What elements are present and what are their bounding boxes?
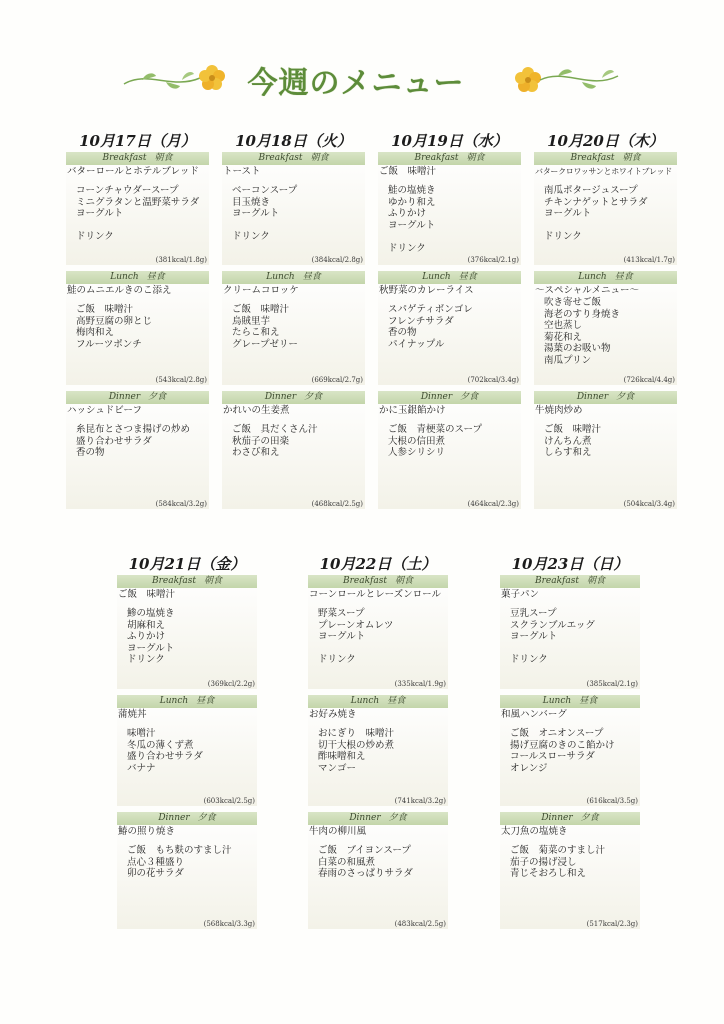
side-dish: ふりかけ [127,631,166,642]
side-dish [232,220,365,232]
side-dish: 香の物 [76,447,105,458]
side-dish: 青じそおろし和え [510,868,587,879]
dinner-block [66,391,209,509]
breakfast-block [378,152,521,265]
nutrition-info: (741kcal/3.2g) [394,797,446,805]
main-dish: 牛肉の柳川風 [309,826,367,837]
side-dishes [308,845,448,880]
nutrition-info: (483kcal/2.5g) [394,920,446,928]
side-dish: ゆかり和え [388,196,436,208]
side-dishes [500,728,640,774]
side-dishes [66,185,209,243]
side-dish: おにぎり 味噌汁 [318,728,395,739]
side-dish: ご飯 ブイヨンスープ [318,845,411,856]
side-dish [318,643,448,655]
side-dish: コーンチャウダースープ [76,185,179,196]
nutrition-info: (413kcal/1.7g) [623,256,675,264]
main-dish: かに玉銀餡かけ [379,405,446,416]
nutrition-info: (376kcal/2.1g) [467,256,519,264]
meal-band: Dinner 夕食 [222,391,365,404]
side-dish: たらこ和え [232,327,280,338]
side-dish: 海老のすり身焼き [544,308,621,320]
meal-band: Lunch 昼食 [117,695,257,708]
side-dish: 冬瓜の薄くず煮 [127,739,194,751]
meal-band: Breakfast 朝食 [117,575,257,588]
breakfast-block [308,575,448,689]
side-dishes [222,304,365,350]
nutrition-info: (702kcal/3.4g) [467,376,519,384]
lunch-block [534,271,677,385]
nutrition-info: (616kcal/3.5g) [586,797,638,805]
nutrition-info: (381kcal/1.8g) [155,256,207,264]
side-dish: 点心３種盛り [127,856,185,868]
side-dish: ご飯 具だくさん汁 [232,424,318,435]
meal-band: Dinner 夕食 [66,391,209,404]
side-dish: ご飯 菊菜のすまし汁 [510,845,606,856]
main-dish: ハッシュドビーフ [67,405,142,416]
page-title: 今週のメニュー [247,66,465,101]
side-dish: マンゴー [318,762,357,774]
side-dish: 盛り合わせサラダ [127,751,203,762]
main-dish: ～スペシャルメニュー～ [535,285,640,296]
side-dish: 烏賊里芋 [232,315,271,327]
nutrition-info: (584kcal/3.2g) [155,500,207,508]
breakfast-block [117,575,257,689]
vine-flower-ornament-left [122,60,232,96]
side-dish: 味噌汁 [127,728,156,739]
side-dish: ドリンク [388,242,426,254]
main-dish: 牛焼肉炒め [535,405,583,416]
nutrition-info: (669kcal/2.7g) [311,376,363,384]
meal-band: Lunch 昼食 [534,271,677,284]
meal-band: Dinner 夕食 [500,812,640,825]
side-dishes [534,297,677,366]
side-dish [544,220,677,232]
main-dish: かれいの生姜煮 [223,405,290,416]
lunch-block [222,271,365,385]
side-dishes [117,845,257,880]
side-dish: チキンナゲットとサラダ [544,196,648,208]
side-dishes [378,424,521,459]
side-dishes [66,304,209,350]
side-dish: 酢味噌和え [318,751,366,762]
main-dish: 鰆の照り焼き [118,826,176,837]
side-dish: 高野豆腐の卵とじ [76,315,153,327]
meal-band: Dinner 夕食 [378,391,521,404]
meal-band: Breakfast 朝食 [222,152,365,165]
lunch-block [66,271,209,385]
main-dish: 太刀魚の塩焼き [501,826,568,837]
side-dish: 野菜スープ [318,608,365,619]
main-dish: コーンロールとレーズンロール [309,589,441,600]
side-dish: 菊花和え [544,331,583,343]
side-dish: オレンジ [510,762,548,774]
lunch-block [500,695,640,806]
side-dish [76,220,209,232]
side-dish: 糸昆布とさつま揚げの炒め [76,424,191,435]
nutrition-info: (369kcl/2.2g) [207,680,255,688]
side-dish: 梅肉和え [76,327,115,338]
side-dish: フレンチサラダ [388,315,454,327]
lunch-block [308,695,448,806]
day-column [66,130,209,515]
side-dish: ドリンク [232,231,270,242]
meal-band: Dinner 夕食 [117,812,257,825]
day-column [378,130,521,515]
nutrition-info: (543kcal/2.8g) [155,376,207,384]
nutrition-info: (464kcal/2.3g) [467,500,519,508]
side-dish: ヨーグルト [76,208,124,219]
main-dish: クリームコロッケ [223,285,299,296]
side-dish: ヨーグルト [510,631,558,642]
meal-band: Breakfast 朝食 [308,575,448,588]
side-dishes [117,608,257,666]
meal-band: Lunch 昼食 [500,695,640,708]
side-dishes [222,424,365,459]
side-dish [388,231,521,243]
nutrition-info: (517kcal/2.3g) [586,920,638,928]
side-dish: 揚げ豆腐のきのこ餡かけ [510,739,615,751]
side-dishes [378,304,521,350]
side-dish: 卯の花サラダ [127,868,184,879]
main-dish: バタークロワッサンとホワイトブレッド [535,167,672,176]
breakfast-block [222,152,365,265]
main-dish: 蒲焼丼 [118,709,147,720]
side-dish: ご飯 味噌汁 [232,304,290,315]
side-dish: ヨーグルト [232,208,280,219]
side-dish: 秋茄子の田楽 [232,435,290,447]
side-dish: 湯葉のお吸い物 [544,343,611,354]
side-dish: ご飯 オニオンスープ [510,728,604,739]
dinner-block [500,812,640,929]
nutrition-info: (385kcal/2.1g) [586,680,638,688]
main-dish: バターロールとホテルブレッド [67,166,199,177]
side-dish: コールスローサラダ [510,751,595,762]
side-dishes [534,185,677,243]
meal-band: Dinner 夕食 [534,391,677,404]
side-dish: 胡麻和え [127,619,166,631]
side-dish: 春雨のさっぱりサラダ [318,868,413,879]
side-dishes [308,728,448,774]
day-column [222,130,365,515]
nutrition-info: (504kcal/3.4g) [623,500,675,508]
side-dishes [66,424,209,459]
day-date: 10月22日（土） [319,555,437,573]
side-dish: わさび和え [232,447,280,458]
side-dish: 南瓜ポタージュスープ [544,185,638,196]
dinner-block [308,812,448,929]
side-dish: ドリンク [318,654,356,665]
side-dish: ヨーグルト [127,642,175,654]
side-dish: 鮭の塩焼き [388,185,436,196]
day-date: 10月17日（月） [79,132,196,150]
side-dish: ドリンク [76,231,114,242]
nutrition-info: (468kcal/2.5g) [311,500,363,508]
side-dish: ミニグラタンと温野菜サラダ [76,196,200,208]
side-dishes [222,185,365,243]
main-dish: ご飯 味噌汁 [118,589,176,600]
side-dish: ふりかけ [388,208,427,219]
meal-band: Lunch 昼食 [222,271,365,284]
side-dishes [308,608,448,666]
dinner-block [117,812,257,929]
side-dish: 人参シリシリ [388,447,446,458]
day-column [117,553,257,935]
side-dish: ヨーグルト [544,208,592,219]
side-dish: けんちん煮 [544,435,592,447]
side-dish: しらす和え [544,447,592,458]
dinner-block [534,391,677,509]
side-dish: 豆乳スープ [510,608,557,619]
nutrition-info: (726kcal/4.4g) [623,376,675,384]
day-date: 10月23日（日） [511,555,629,573]
meal-band: Breakfast 朝食 [534,152,677,165]
side-dish: フルーツポンチ [76,338,142,350]
side-dish: パイナップル [388,338,445,350]
meal-band: Dinner 夕食 [308,812,448,825]
side-dish: ベーコンスープ [232,185,298,196]
meal-band: Lunch 昼食 [378,271,521,284]
side-dishes [534,424,677,459]
breakfast-block [500,575,640,689]
side-dish: バナナ [127,762,156,774]
side-dish: ご飯 味噌汁 [544,424,602,435]
side-dish: プレーンオムレツ [318,619,394,631]
side-dish: ご飯 もち麩のすまし汁 [127,845,232,856]
main-dish: トースト [223,166,261,177]
nutrition-info: (335kcal/1.9g) [394,680,446,688]
side-dish: ドリンク [510,654,548,665]
main-dish: 鮭のムニエルきのこ添え [67,285,172,296]
side-dish: 空也蒸し [544,320,583,331]
side-dish: 鯵の塩焼き [127,608,175,619]
meal-band: Breakfast 朝食 [378,152,521,165]
side-dish: 南瓜プリン [544,354,592,366]
day-date: 10月20日（木） [547,132,664,150]
side-dishes [500,845,640,880]
main-dish: 秋野菜のカレーライス [379,285,474,296]
breakfast-block [534,152,677,265]
side-dish: ご飯 味噌汁 [76,304,134,315]
side-dish: ヨーグルト [318,631,366,642]
day-date: 10月19日（水） [391,132,508,150]
vine-flower-ornament-right [510,62,620,98]
side-dish: 吹き寄せご飯 [544,297,602,308]
side-dish: 大根の信田煮 [388,435,446,447]
meal-band: Lunch 昼食 [66,271,209,284]
nutrition-info: (568kcal/3.3g) [203,920,255,928]
side-dish: 盛り合わせサラダ [76,435,152,447]
nutrition-info: (384kcal/2.8g) [311,256,363,264]
breakfast-block [66,152,209,265]
side-dish: ドリンク [544,231,582,242]
side-dish: 目玉焼き [232,196,271,208]
day-column [308,553,448,935]
side-dish: 茄子の揚げ浸し [510,856,577,868]
meal-band: Lunch 昼食 [308,695,448,708]
side-dish: スクランブルエッグ [510,619,595,631]
day-column [500,553,640,935]
main-dish: ご飯 味噌汁 [379,166,437,177]
side-dish: 切干大根の炒め煮 [318,739,395,751]
lunch-block [117,695,257,806]
side-dish: ヨーグルト [388,219,436,231]
side-dish [510,643,640,655]
day-date: 10月21日（金） [128,555,246,573]
side-dish: スパゲティボンゴレ [388,304,473,315]
side-dishes [378,185,521,254]
main-dish: お好み焼き [309,709,357,720]
side-dish: 白菜の和風煮 [318,856,376,868]
meal-band: Breakfast 朝食 [66,152,209,165]
dinner-block [378,391,521,509]
side-dishes [500,608,640,666]
dinner-block [222,391,365,509]
day-date: 10月18日（火） [235,132,352,150]
main-dish: 和風ハンバーグ [501,709,567,720]
day-column [534,130,677,515]
meal-band: Breakfast 朝食 [500,575,640,588]
side-dish: ご飯 青梗菜のスープ [388,424,483,435]
side-dish: ドリンク [127,654,165,665]
side-dish: 香の物 [388,327,417,338]
side-dish: グレープゼリー [232,338,298,350]
main-dish: 菓子パン [501,589,540,600]
lunch-block [378,271,521,385]
side-dishes [117,728,257,774]
nutrition-info: (603kcal/2.5g) [203,797,255,805]
